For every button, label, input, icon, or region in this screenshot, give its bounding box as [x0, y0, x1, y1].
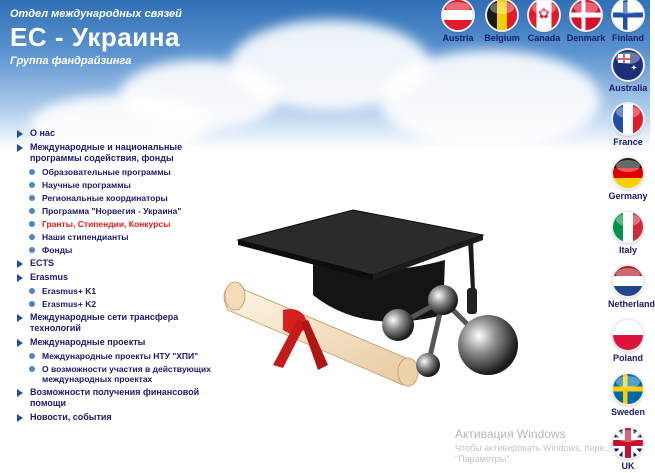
flag-label-italy[interactable]: Italy: [618, 245, 637, 255]
flag-label-canada[interactable]: Canada: [527, 33, 561, 43]
flag-item-poland[interactable]: [608, 320, 648, 363]
windows-activation-title: Активация Windows: [455, 427, 566, 441]
flag-label-australia[interactable]: Australia: [608, 83, 648, 93]
flag-item-germany[interactable]: [608, 158, 648, 201]
windows-activation-text: Чтобы активировать Windows, пере... "Параметры".: [455, 443, 612, 464]
nav-subitem-participation[interactable]: О возможности участия в действующих международных проектах: [17, 364, 217, 384]
flag-label-austria[interactable]: Austria: [442, 33, 474, 43]
netherland-flag-icon[interactable]: [613, 266, 643, 296]
graduation-illustration: [213, 200, 523, 410]
flag-item-netherland[interactable]: [608, 266, 655, 309]
nav-item-news[interactable]: Новости, события: [17, 412, 217, 423]
nav-subitem-ntu-projects[interactable]: Международные проекты НТУ "ХПИ": [17, 351, 217, 361]
sweden-flag-icon[interactable]: [613, 374, 643, 404]
nav-subitem-erasmus-k2[interactable]: Erasmus+ K2: [17, 299, 217, 309]
flag-item-denmark[interactable]: [564, 0, 608, 43]
flag-label-poland[interactable]: Poland: [612, 353, 643, 363]
germany-flag-icon[interactable]: [613, 158, 643, 188]
nav-subitem-funds[interactable]: Фонды: [17, 245, 217, 255]
nav-item-erasmus[interactable]: Erasmus: [17, 272, 217, 283]
header-subtitle-top: Отдел международных связей: [10, 8, 182, 20]
nav-subitem-grants[interactable]: Гранты, Стипендии, Конкурсы: [17, 219, 217, 229]
nav-subitem-scholars[interactable]: Наши стипендианты: [17, 232, 217, 242]
flag-label-denmark[interactable]: Denmark: [566, 33, 606, 43]
finland-flag-icon[interactable]: [613, 0, 643, 30]
flag-item-austria[interactable]: [440, 0, 476, 43]
austria-flag-icon[interactable]: [443, 0, 473, 30]
nav-item-networks[interactable]: Международные сети трансфера технологий: [17, 312, 217, 334]
australia-flag-icon[interactable]: ✦: [613, 50, 643, 80]
nav-item-about[interactable]: О нас: [17, 128, 217, 139]
nav-subitem-erasmus-k1[interactable]: Erasmus+ K1: [17, 286, 217, 296]
nav-subitem-coordinators[interactable]: Региональные координаторы: [17, 193, 217, 203]
flag-label-belgium[interactable]: Belgium: [484, 33, 520, 43]
flag-item-sweden[interactable]: [608, 374, 648, 417]
belgium-flag-icon[interactable]: [487, 0, 517, 30]
flag-item-australia[interactable]: [608, 50, 648, 93]
flag-label-netherland[interactable]: Netherland: [608, 299, 655, 309]
nav-subitem-norway-ukraine[interactable]: Программа "Норвегия - Украина": [17, 206, 217, 216]
italy-flag-icon[interactable]: [613, 212, 643, 242]
header-subtitle-bottom: Группа фандрайзинга: [10, 55, 132, 67]
nav-item-intl-programs[interactable]: Международные и национальные программы содействия, фонды: [17, 142, 217, 164]
flag-label-uk[interactable]: UK: [621, 461, 635, 471]
flag-item-finland[interactable]: [608, 0, 648, 43]
nav-subitem-science[interactable]: Научные программы: [17, 180, 217, 190]
flag-item-france[interactable]: [608, 104, 648, 147]
france-flag-icon[interactable]: [613, 104, 643, 134]
nav-item-ects[interactable]: ECTS: [17, 258, 217, 269]
nav-item-projects[interactable]: Международные проекты: [17, 337, 217, 348]
flag-label-sweden[interactable]: Sweden: [610, 407, 645, 417]
canada-flag-icon[interactable]: ✿: [529, 0, 559, 30]
denmark-flag-icon[interactable]: [571, 0, 601, 30]
flag-item-canada[interactable]: [524, 0, 564, 43]
flag-label-finland[interactable]: Finland: [612, 33, 644, 43]
flag-label-france[interactable]: France: [613, 137, 643, 147]
flag-label-germany[interactable]: Germany: [608, 191, 648, 201]
nav-item-funding[interactable]: Возможности получения финансовой помощи: [17, 387, 217, 409]
nav-subitem-education[interactable]: Образовательные программы: [17, 167, 217, 177]
flag-item-belgium[interactable]: [480, 0, 524, 43]
flag-item-italy[interactable]: [608, 212, 648, 255]
site-title[interactable]: ЕС - Украина: [10, 22, 180, 52]
main-nav: [17, 128, 217, 426]
site-header: [10, 8, 182, 67]
poland-flag-icon[interactable]: [613, 320, 643, 350]
